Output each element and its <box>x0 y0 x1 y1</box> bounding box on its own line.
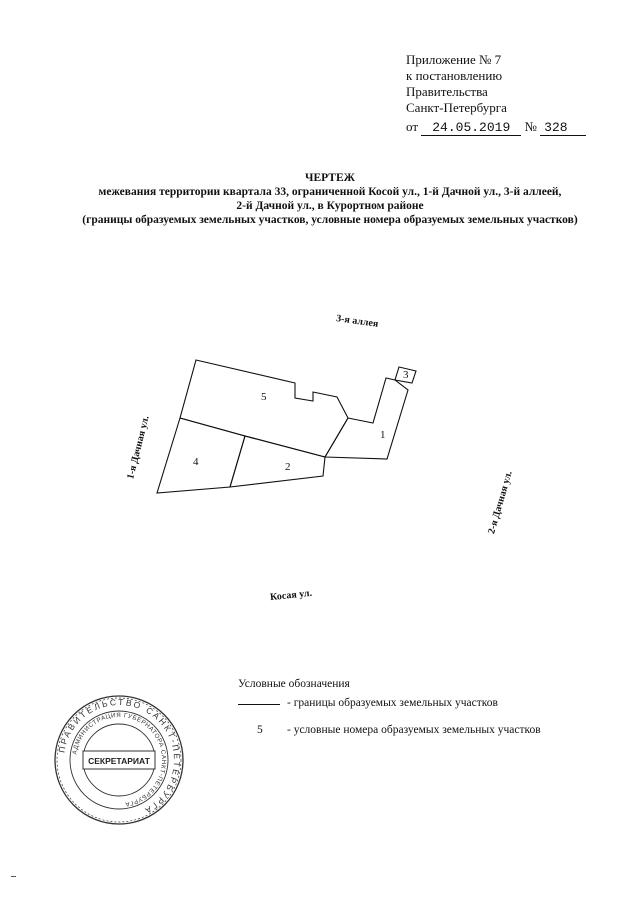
title-line: 2-й Дачной ул., в Курортном районе <box>236 200 424 212</box>
street-label-alley3: 3-я аллея <box>335 313 379 330</box>
legend-boundary-line <box>238 704 280 705</box>
legend-number-sample: 5 <box>257 724 263 736</box>
official-seal <box>52 693 186 827</box>
parcel-2-boundary <box>230 436 325 487</box>
seal-inner-text: АДМИНИСТРАЦИЯ ГУБЕРНАТОРА САНКТ-ПЕТЕРБУРГА <box>71 711 168 808</box>
parcel-1-boundary <box>325 378 408 459</box>
legend-boundary-desc: - границы образуемых земельных участков <box>287 697 498 709</box>
decree-number: 328 <box>540 120 586 136</box>
page-edge-mark <box>11 876 16 877</box>
title-heading: ЧЕРТЕЖ <box>305 172 355 184</box>
parcel-number-1: 1 <box>380 429 386 441</box>
title-line: (границы образуемых земельных участков, условные номера образуемых земельных участков) <box>82 214 578 226</box>
parcel-number-5: 5 <box>261 391 267 403</box>
parcel-5-boundary <box>180 360 348 457</box>
decree-number-label: № <box>524 119 537 134</box>
title-line: межевания территории квартала 33, ограниченной Косой ул., 1-й Дачной ул., 3-й аллеей, <box>98 186 562 198</box>
legend-number-desc: - условные номера образуемых земельных участков <box>287 724 541 736</box>
street-label-dachnaya2: 2-я Дачная ул. <box>486 469 515 536</box>
appendix-line: Санкт-Петербурга <box>406 100 507 115</box>
parcel-number-3: 3 <box>403 369 409 381</box>
decree-from-label: от <box>406 119 419 134</box>
seal-center-text: СЕКРЕТАРИАТ <box>88 756 150 766</box>
parcel-number-4: 4 <box>193 456 199 468</box>
seal-outer-text: ПРАВИТЕЛЬСТВО САНКТ-ПЕТЕРБУРГА <box>56 696 183 817</box>
decree-date: 24.05.2019 <box>421 120 521 136</box>
street-label-dachnaya1: 1-я Дачная ул. <box>125 414 152 481</box>
street-label-kosaya: Косая ул. <box>269 587 313 604</box>
parcel-number-2: 2 <box>285 461 291 473</box>
legend-title: Условные обозначения <box>238 678 350 690</box>
appendix-line: Приложение № 7 <box>406 52 502 67</box>
appendix-line: Правительства <box>406 84 488 99</box>
appendix-line: к постановлению <box>406 68 503 83</box>
